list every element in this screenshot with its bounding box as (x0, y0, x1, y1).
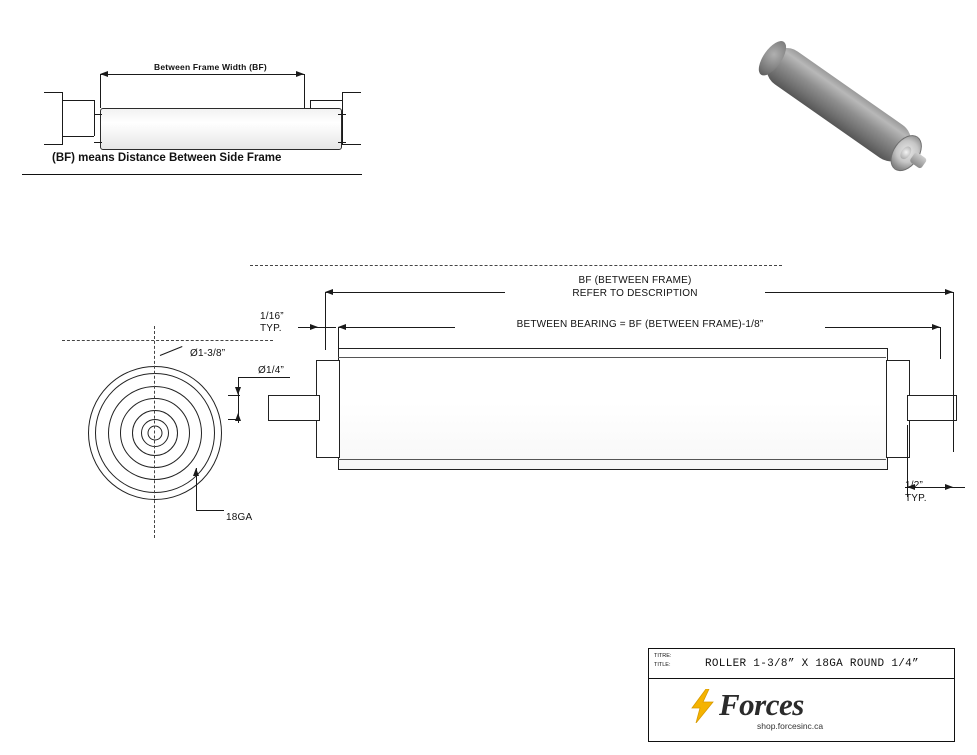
roller-3d-shape (723, 0, 958, 214)
end-view-gauge-arrow (193, 468, 199, 476)
lightning-bolt-icon (689, 689, 715, 723)
inset-roller-shaft-left (94, 114, 102, 115)
end-view-centerline-horizontal (62, 340, 273, 341)
gap-right-label-line2: TYP. (905, 493, 927, 504)
inset-roller-shaft-right (338, 114, 346, 115)
side-view-tube-edge-bottom (338, 459, 886, 460)
inset-frame-left-flange-bottom (44, 144, 63, 145)
side-view-shaft-left (268, 395, 320, 421)
inset-frame-left-inner (94, 100, 95, 136)
bf-dim-label-line2: REFER TO DESCRIPTION (505, 288, 765, 299)
inset-frame-right-lip-top (310, 100, 342, 101)
brand-logo-text: Forces (719, 687, 804, 722)
inset-frame-left-flange-top (44, 92, 63, 93)
inset-frame-left-lip-bottom (62, 136, 94, 137)
inset-caption-underline (22, 174, 362, 175)
inset-dim-line (100, 74, 304, 75)
side-view (250, 265, 950, 535)
inset-dim-arrow-left (100, 71, 108, 77)
inset-roller-shaft-right-2 (338, 142, 346, 143)
inset-roller-body (100, 108, 342, 150)
bf-dim-label-line1: BF (BETWEEN FRAME) (578, 275, 692, 286)
title-block-title-row (649, 649, 954, 679)
gap-left-label-line1: 1/16” (260, 311, 284, 322)
bearing-dim-arrow-right (932, 324, 940, 330)
shaft-dia-tick-top (228, 395, 240, 396)
inset-side-frame-right-outer (342, 92, 343, 144)
brand-logo-url: shop.forcesinc.ca (757, 721, 824, 731)
roller-3d-render (735, 30, 950, 180)
shaft-dia-tick-bottom (228, 419, 240, 420)
side-view-shaft-right (907, 395, 957, 421)
inset-dim-arrow-right (296, 71, 304, 77)
bearing-ext-line-left (338, 327, 339, 349)
side-view-centerline (250, 265, 782, 266)
inset-ext-line-right (304, 74, 305, 108)
end-view-gauge-label: 18GA (226, 512, 253, 523)
title-block (648, 648, 955, 742)
title-block-logo-row (649, 679, 954, 739)
inset-caption: (BF) means Distance Between Side Frame (52, 152, 282, 164)
side-view-tube-edge-top (338, 357, 886, 358)
bf-ext-line-right (953, 292, 954, 452)
gap-left-label-line2: TYP. (260, 323, 282, 334)
inset-roller-shaft-left-2 (94, 142, 102, 143)
gap-right-label-line1: 1/2” (905, 480, 924, 491)
gap-left-arrow (310, 324, 318, 330)
bf-dim-arrow-left (325, 289, 333, 295)
inset-frame-left-lip-top (62, 100, 94, 101)
end-view-centerline-vertical (154, 326, 155, 538)
shaft-dia-leader (238, 377, 290, 378)
inset-dimension-label: Between Frame Width (BF) (154, 62, 267, 72)
title-block-tag-fr: TITRE: (654, 653, 672, 659)
inset-frame-right-flange-bottom (342, 144, 361, 145)
title-block-tag-en: TITLE: (654, 662, 671, 668)
inset-frame-right-flange-top (342, 92, 361, 93)
gap-right-arrow-right (945, 484, 953, 490)
bearing-ext-line-right (940, 327, 941, 359)
bf-ext-line-left (325, 292, 326, 350)
shaft-dia-arrow-down (235, 387, 241, 395)
end-view (62, 340, 247, 525)
bf-dim-arrow-right (945, 289, 953, 295)
shaft-dia-label: Ø1/4” (258, 365, 285, 376)
end-view-gauge-leader (196, 510, 224, 511)
inset-ext-line-left (100, 74, 101, 108)
title-block-part-title: ROLLER 1-3/8” X 18GA ROUND 1/4” (705, 658, 919, 670)
bearing-dim-arrow-left (338, 324, 346, 330)
side-view-tube (338, 348, 888, 470)
bearing-dim-label: BETWEEN BEARING = BF (BETWEEN FRAME)-1/8” (455, 319, 825, 330)
end-view-diameter-label: Ø1-3/8” (190, 348, 226, 359)
